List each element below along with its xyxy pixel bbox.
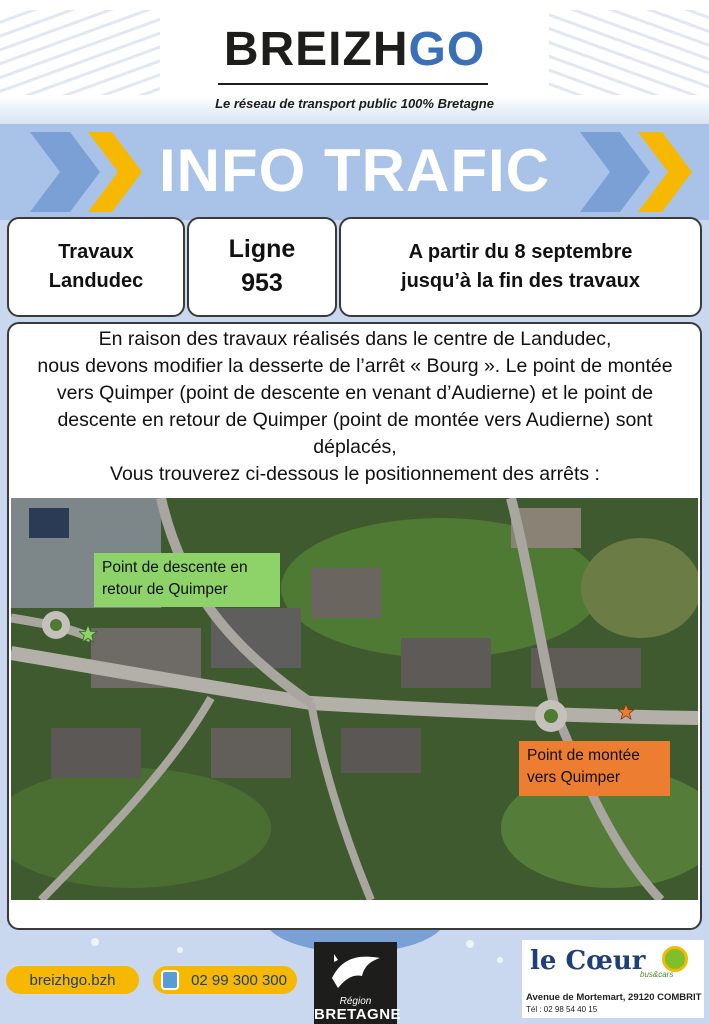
drop-off-callout: Point de descente en retour de Quimper	[94, 553, 280, 607]
pick-up-star-icon	[618, 704, 634, 720]
page-title: INFO TRAFIC	[159, 137, 550, 204]
period-text: A partir du 8 septembre jusqu’à la fin des travaux	[401, 241, 640, 292]
operator-phone: Tél : 02 98 54 40 15	[526, 1005, 598, 1014]
operator-address: Avenue de Mortemart, 29120 COMBRIT	[526, 992, 702, 1003]
period-box	[339, 217, 702, 317]
operator-name: le Cœur	[530, 946, 646, 976]
region-bretagne-logo	[314, 942, 402, 1024]
body-paragraph: En raison des travaux réalisés dans le centre de Landudec, nous devons modifier la desserte de l’arrêt « Bourg ». Le point de montée vers Quimper (point de descente en venant d’Audierne) et le point de descente en retour de Quimper (point de montée vers Audierne) sont déplacés, Vous trouverez ci-dessous le positionnement des arrêts :	[37, 328, 673, 485]
breizhgo-logo	[0, 22, 709, 77]
bird-icon	[328, 948, 384, 994]
operator-subtitle: bus&cars	[640, 970, 674, 979]
bus-line-box	[187, 217, 337, 317]
works-location-text: Travaux Landudec	[48, 241, 144, 292]
drop-off-star-icon	[79, 625, 97, 643]
tagline: Le réseau de transport public 100% Bretagne	[215, 96, 494, 111]
phone-icon	[161, 970, 179, 990]
phone-number: 02 99 300 300	[191, 971, 287, 989]
pick-up-callout: Point de montée vers Quimper	[519, 741, 670, 796]
logo-underline	[218, 83, 488, 85]
bus-line-text: Ligne 953	[228, 235, 296, 297]
sun-icon	[662, 946, 688, 972]
phone-link[interactable]	[153, 966, 297, 994]
logo-accent-text: GO	[408, 23, 486, 76]
website-link[interactable]: breizhgo.bzh	[6, 966, 139, 994]
region-small-label: Région	[339, 996, 372, 1007]
logo-main-text: BREIZH	[223, 23, 409, 76]
works-location-box	[7, 217, 185, 317]
region-big-label: BRETAGNE	[314, 1006, 402, 1023]
operator-logo	[522, 940, 704, 1018]
